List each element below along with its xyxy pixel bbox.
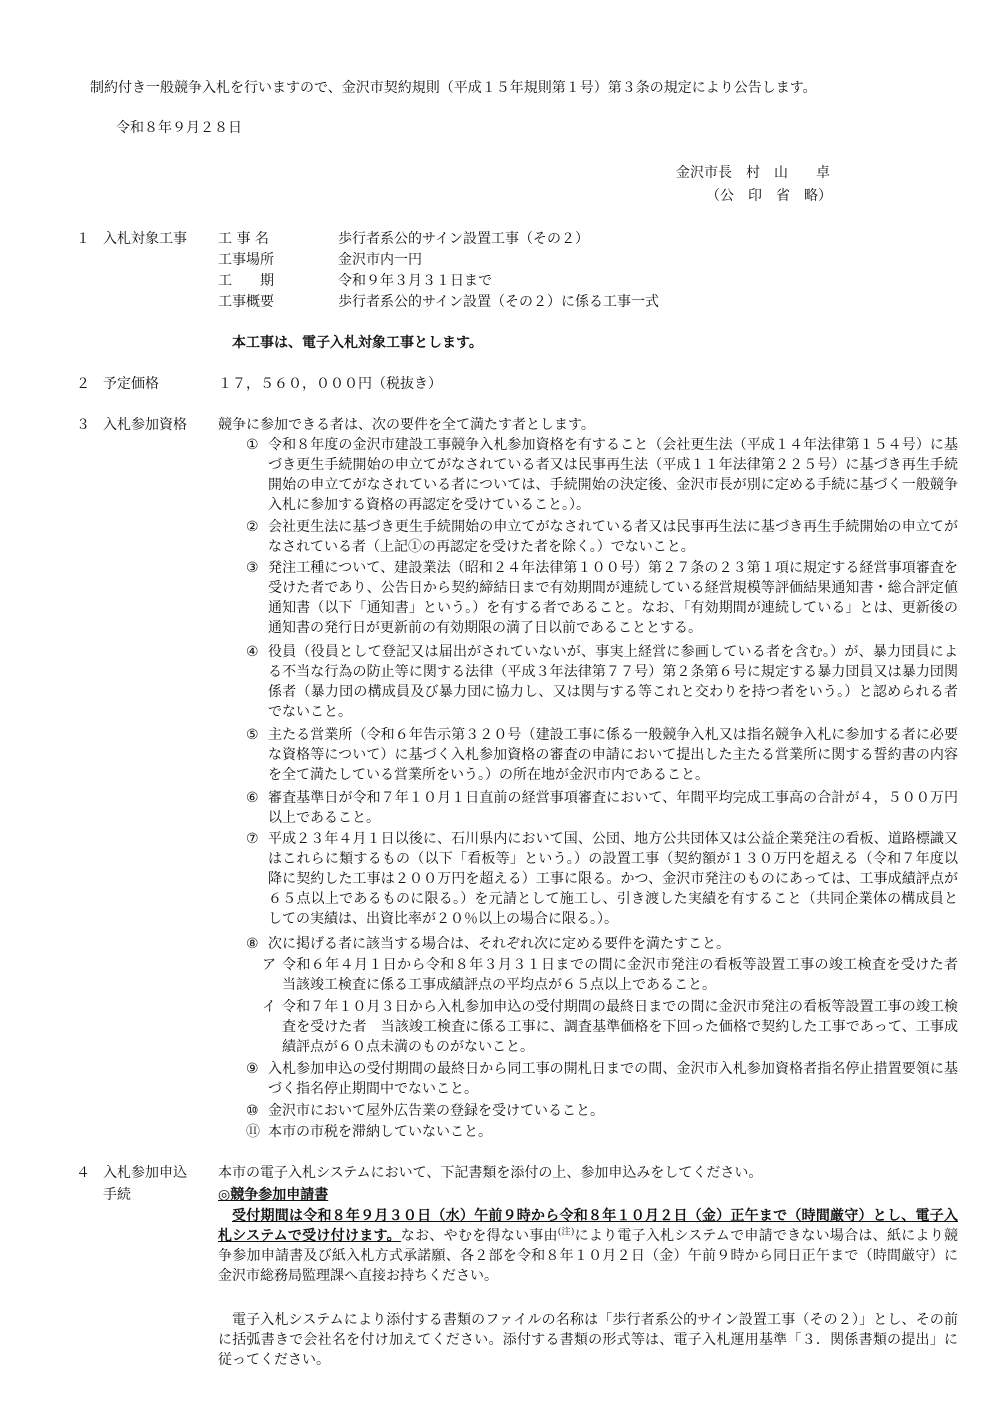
preamble: 制約付き一般競争入札を行いますので、金沢市契約規則（平成１５年規則第１号）第３条の規定により公告します。 <box>90 80 817 96</box>
work-summary: 歩行者系公的サイン設置（その２）に係る工事一式 <box>338 294 660 310</box>
section-number: ４ <box>76 1165 90 1181</box>
qualification-item <box>246 788 958 828</box>
footnote-marker: (注) <box>557 1227 575 1238</box>
item-marker: ④ <box>246 644 259 660</box>
file-naming-paragraph: 電子入札システムにより添付する書類のファイルの名称は「歩行者系公的サイン設置工事（その２）」とし、その前に括弧書きで会社名を付け加えてください。添付する書類の形式等は、電子入札運用基準「３．関係書類の提出」に従ってください。 <box>218 1312 958 1368</box>
item-text: 次に掲げる者に該当する場合は、それぞれ次に定める要件を満たすこと。 <box>268 936 730 952</box>
item-text: 主たる営業所（令和６年告示第３２０号（建設工事に係る一般競争入札又は指名競争入札に参加する者に必要な資格等について）に基づく入札参加資格の審査の申請において提出した主たる営業所に関する誓約書の内容を全て満たしている営業所をいう。）の所在地が金沢市内であること。 <box>268 727 958 783</box>
work-name: 歩行者系公的サイン設置工事（その２） <box>338 231 590 247</box>
application-form-heading: ◎競争参加申請書 <box>218 1187 329 1203</box>
subitem-marker: ア <box>262 957 276 973</box>
item-text: 金沢市において屋外広告業の登録を受けていること。 <box>268 1103 604 1119</box>
subitem-marker: イ <box>262 999 276 1015</box>
qualification-item <box>246 1101 958 1121</box>
item-marker: ② <box>246 519 259 535</box>
section-number: ２ <box>76 376 90 392</box>
item-marker: ⑥ <box>246 790 259 806</box>
work-period: 令和９年３月３１日まで <box>338 273 492 289</box>
item-text: 発注工種について、建設業法（昭和２４年法律第１００号）第２７条の２３第１項に規定する経営事項審査を受けた者であり、公告日から契約締結日まで有効期間が連続している経営規模等評価結果通知書・総合評定値通知書（以下「通知書」という。）を有する者であること。なお、「有効期間が連続している」とは、更新後の通知書の発行日が更新前の有効期限の満了日以前であることとする。 <box>268 560 958 636</box>
item-text: 審査基準日が令和７年１０月１日直前の経営事項審査において、年間平均完成工事高の合計が４，５００万円以上であること。 <box>268 790 958 826</box>
qualification-item <box>246 829 958 929</box>
section-heading: 入札参加申込 <box>103 1165 187 1181</box>
qualification-item <box>246 725 958 785</box>
application-period: 受付期間は令和８年９月３０日（水）午前９時から令和８年１０月２日（金）正午まで（時間厳守）とし、電子入札システムで受け付けます。 <box>218 1208 958 1244</box>
item-marker: ① <box>246 437 259 453</box>
section-heading: 予定価格 <box>103 376 159 392</box>
paragraph-text: により電子入札システムで申請できない場合は、紙により競争参加申請書及び紙入札方式承諾願、各２部を令和８年１０月２日（金）午前９時から同日正午まで（時間厳守）に金沢市総務局監理課へ直接お持ちください。 <box>218 1228 958 1284</box>
notice-date: 令和８年９月２８日 <box>116 120 242 136</box>
section-heading: 入札対象工事 <box>103 231 187 247</box>
label-work-name: 工 事 名 <box>218 231 269 247</box>
subitem-text: 令和６年４月１日から令和８年３月３１日までの間に金沢市発注の看板等設置工事の竣工検査を受けた者 当該竣工検査に係る工事成績評点の平均点が６５点以上であること。 <box>282 957 972 993</box>
electronic-bid-note: 本工事は、電子入札対象工事とします。 <box>232 335 483 351</box>
item-text: 会社更生法に基づき更生手続開始の申立てがなされている者又は民事再生法に基づき再生手続開始の申立てがなされている者（上記①の再認定を受けた者を除く。）でないこと。 <box>268 519 958 555</box>
work-location: 金沢市内一円 <box>338 252 422 268</box>
section-heading-continued: 手続 <box>103 1187 131 1203</box>
item-marker: ⑩ <box>246 1103 259 1119</box>
qualification-item <box>246 1122 958 1142</box>
item-text: 入札参加申込の受付期間の最終日から同工事の開札日までの間、金沢市入札参加資格者指名停止措置要領に基づく指名停止期間中でないこと。 <box>268 1061 958 1097</box>
item-text: 役員（役員として登記又は届出がされていないが、事実上経営に参画している者を含む。）が、暴力団員による不当な行為の防止等に関する法律（平成３年法律第７７号）第２条第６号に規定する暴力団員又は暴力団関係者（暴力団の構成員及び暴力団に協力し、又は関与する等これと交わりを持つ者をいう。）と認められる者でないこと。 <box>268 644 958 720</box>
item-marker: ③ <box>246 560 259 576</box>
item-marker: ⑪ <box>246 1124 260 1140</box>
label-work-summary: 工事概要 <box>218 294 274 310</box>
qualification-item <box>246 558 958 638</box>
subitem-text: 令和７年１０月３日から入札参加申込の受付期間の最終日までの間に金沢市発注の看板等設置工事の竣工検査を受けた者 当該竣工検査に係る工事に、調査基準価格を下回った価格で契約した工事であって、工事成績評点が６０点未満のものがないこと。 <box>282 999 958 1055</box>
item-text: 本市の市税を滞納していないこと。 <box>268 1124 492 1140</box>
section-number: ３ <box>76 417 90 433</box>
issuer-seal-note: （公 印 省 略） <box>706 188 832 204</box>
section-heading: 入札参加資格 <box>103 417 187 433</box>
item-marker: ⑧ <box>246 936 259 952</box>
qualification-intro: 競争に参加できる者は、次の要件を全て満たす者とします。 <box>218 417 595 433</box>
issuer-title: 金沢市長 村 山 卓 <box>676 165 830 181</box>
qualification-item <box>246 517 958 557</box>
paragraph-text: なお、やむを得ない事由 <box>400 1228 558 1244</box>
qualification-subitem <box>262 997 958 1057</box>
qualification-item <box>246 934 958 954</box>
item-text: 令和８年度の金沢市建設工事競争入札参加資格を有すること（会社更生法（平成１４年法律第１５４号）に基づき更生手続開始の申立てがなされている者又は民事再生法（平成１１年法律第２２５号）に基づき再生手続開始の申立てがなされている者については、手続開始の決定後、金沢市長が別に定める手続に基づく一般競争入札に参加する資格の再認定を受けていること。）。 <box>268 437 958 513</box>
qualification-item <box>246 435 958 515</box>
label-work-period: 工 期 <box>218 273 274 289</box>
estimated-price: １７，５６０，０００円（税抜き） <box>218 376 442 392</box>
application-intro: 本市の電子入札システムにおいて、下記書類を添付の上、参加申込みをしてください。 <box>218 1165 763 1181</box>
item-marker: ⑨ <box>246 1061 259 1077</box>
qualification-item <box>246 642 958 722</box>
qualification-subitem <box>262 955 972 995</box>
label-work-location: 工事場所 <box>218 252 274 268</box>
item-marker: ⑦ <box>246 831 259 847</box>
qualification-item <box>246 1059 958 1099</box>
item-marker: ⑤ <box>246 727 259 743</box>
application-period-paragraph <box>218 1206 958 1286</box>
item-text: 平成２３年４月１日以後に、石川県内において国、公団、地方公共団体又は公益企業発注の看板、道路標識又はこれらに類するもの（以下「看板等」という。）の設置工事（契約額が１３０万円を超える（令和７年度以降に契約した工事は２００万円を超える）工事に限る。かつ、金沢市発注のものにあっては、工事成績評点が６５点以上であるものに限る。）を元請として施工し、引き渡した実績を有すること（共同企業体の構成員としての実績は、出資比率が２０％以上の場合に限る。）。 <box>268 831 958 927</box>
section-number: １ <box>76 231 90 247</box>
